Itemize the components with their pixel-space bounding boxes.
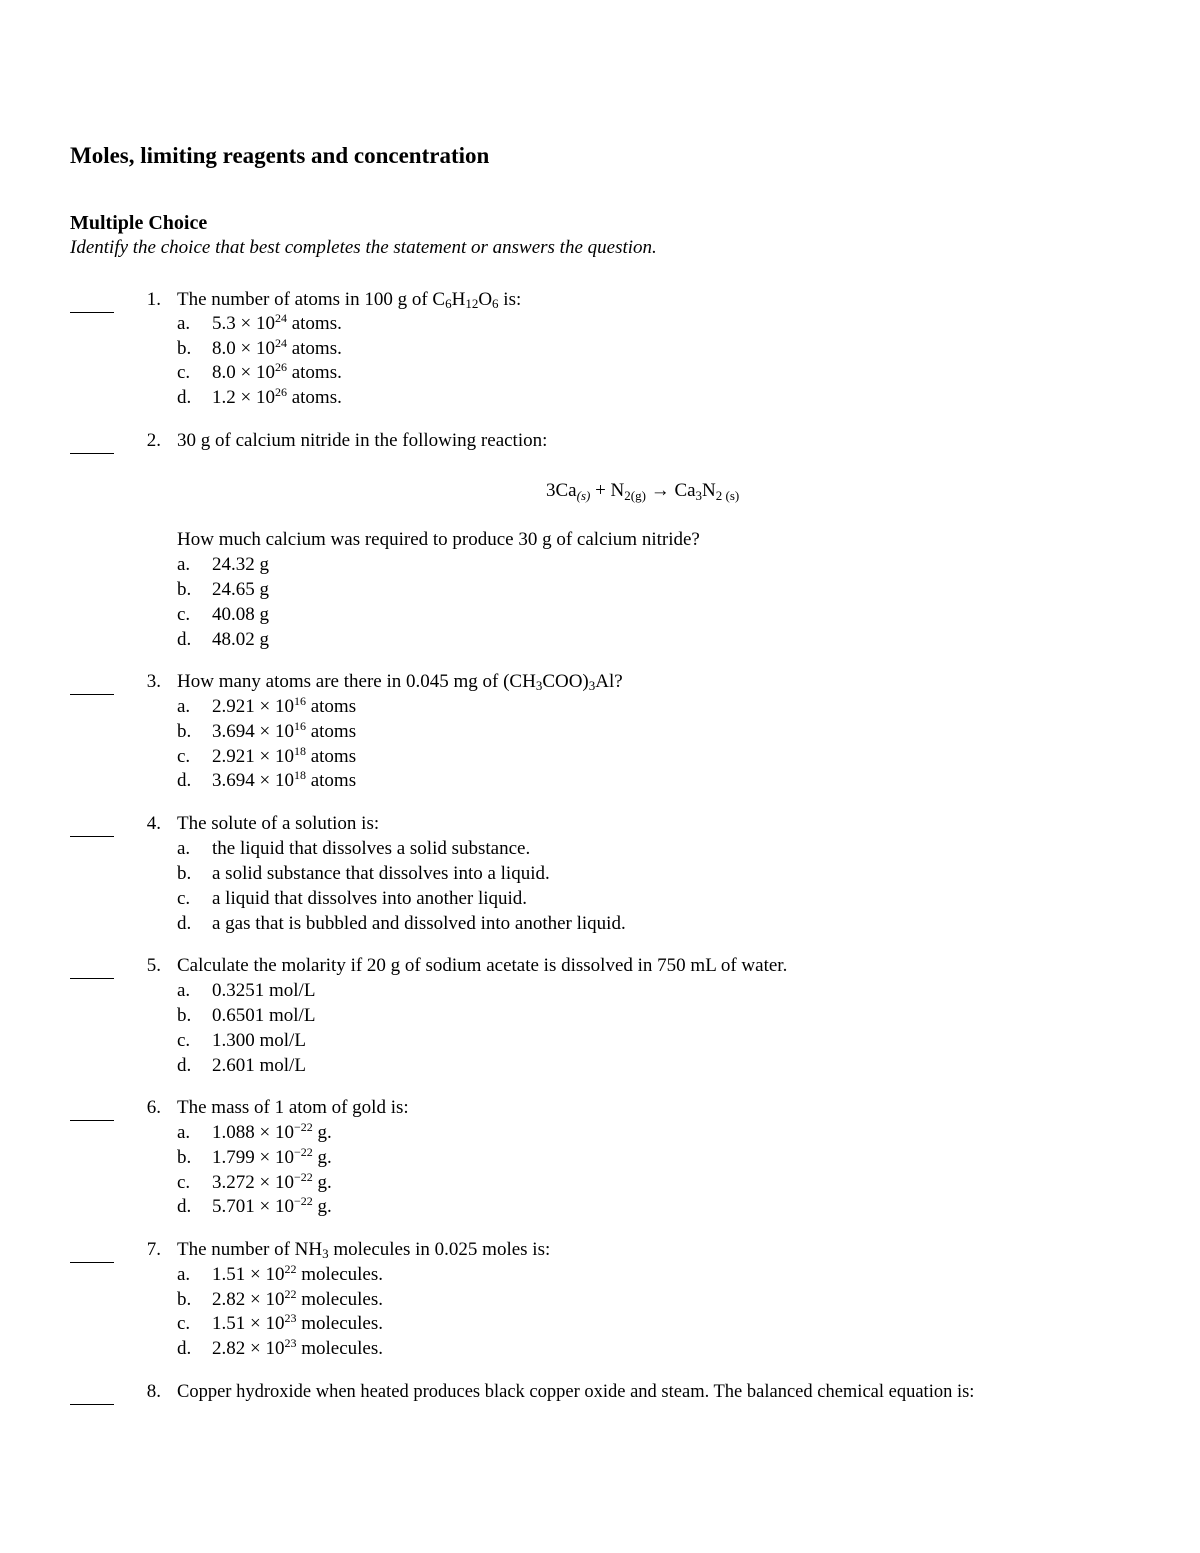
question-number: 3. xyxy=(146,671,161,692)
choice-text: the liquid that dissolves a solid substance. xyxy=(212,838,531,859)
answer-blank-8[interactable] xyxy=(70,1404,114,1405)
choice-text: $2.82 \times 10^{23}$ molecules. xyxy=(212,1336,383,1359)
choice-text: a gas that is bubbled and dissolved into another liquid. xyxy=(212,913,626,934)
choice-letter: b. xyxy=(177,1147,192,1168)
choice-letter: a. xyxy=(177,696,191,717)
question-stem: How many atoms are there in 0.045 mg of $(CH_3COO)_3Al$? xyxy=(177,671,623,693)
choice-text: $1.51 \times 10^{23}$ molecules. xyxy=(212,1311,383,1334)
question-stem: The mass of 1 atom of gold is: xyxy=(177,1097,409,1118)
question-number: 7. xyxy=(146,1239,161,1260)
question-stem: Copper hydroxide when heated produces black copper oxide and steam. The balanced chemical equation is: xyxy=(177,1382,975,1402)
choice-letter: c. xyxy=(177,746,191,767)
choice-text: 1.300 mol/L xyxy=(212,1030,306,1051)
choice-letter: c. xyxy=(177,1030,191,1051)
choice-text: $1.799 \times 10^{-22}$ g. xyxy=(212,1145,332,1168)
choice-text: 24.32 g xyxy=(212,554,269,575)
choice-letter: d. xyxy=(177,629,192,650)
question-stem: The solute of a solution is: xyxy=(177,813,380,834)
choice-letter: a. xyxy=(177,838,191,859)
answer-blank-4[interactable] xyxy=(70,836,114,837)
choice-text: $5.701 \times 10^{-22}$ g. xyxy=(212,1194,332,1217)
choice-letter: b. xyxy=(177,863,192,884)
choice-text: 0.6501 mol/L xyxy=(212,1005,316,1026)
choice-letter: b. xyxy=(177,338,192,359)
question-number: 4. xyxy=(146,813,161,834)
choice-letter: a. xyxy=(177,313,191,334)
choice-letter: d. xyxy=(177,1055,192,1076)
question-stem: 30 g of calcium nitride in the following reaction: xyxy=(177,430,548,451)
choice-letter: b. xyxy=(177,721,192,742)
choice-text: $8.0 \times 10^{26}$ atoms. xyxy=(212,360,342,383)
question-stem: The number of atoms in 100 g of $C_6H_{12}O_6$ is: xyxy=(177,289,522,311)
question-number: 6. xyxy=(146,1097,161,1118)
choice-letter: d. xyxy=(177,1338,192,1359)
choice-letter: d. xyxy=(177,1196,192,1217)
choice-text: $1.088 \times 10^{-22}$ g. xyxy=(212,1120,332,1143)
question-substem: How much calcium was required to produce 30 g of calcium nitride? xyxy=(177,529,700,550)
choice-letter: c. xyxy=(177,362,191,383)
question-stem: Calculate the molarity if 20 g of sodium acetate is dissolved in 750 mL of water. xyxy=(177,955,788,976)
question-number: 1. xyxy=(146,289,161,310)
answer-blank-2[interactable] xyxy=(70,453,114,454)
choice-text: $2.82 \times 10^{22}$ molecules. xyxy=(212,1287,383,1310)
choice-letter: a. xyxy=(177,1122,191,1143)
choice-text: $3.272 \times 10^{-22}$ g. xyxy=(212,1170,332,1193)
choice-text: 40.08 g xyxy=(212,604,269,625)
choice-letter: a. xyxy=(177,980,191,1001)
choice-text: 2.601 mol/L xyxy=(212,1055,306,1076)
choice-text: $8.0 \times 10^{24}$ atoms. xyxy=(212,336,342,359)
choice-letter: c. xyxy=(177,1313,191,1334)
choice-letter: b. xyxy=(177,1005,192,1026)
page-title: Moles, limiting reagents and concentration xyxy=(70,143,490,168)
choice-text: a liquid that dissolves into another liquid. xyxy=(212,888,528,909)
choice-text: $3.694 \times 10^{16}$ atoms xyxy=(212,719,357,742)
answer-blank-7[interactable] xyxy=(70,1262,114,1263)
answer-blank-5[interactable] xyxy=(70,978,114,979)
choice-letter: a. xyxy=(177,554,191,575)
choice-text: $2.921 \times 10^{16}$ atoms xyxy=(212,694,357,717)
question-stem: The number of $NH_3$ molecules in 0.025 moles is: xyxy=(177,1239,551,1261)
choice-text: 24.65 g xyxy=(212,579,269,600)
answer-blank-6[interactable] xyxy=(70,1120,114,1121)
choice-text: $2.921 \times 10^{18}$ atoms xyxy=(212,744,357,767)
reaction-equation: $3Ca_{(s)} + N_{2(g)} \to Ca_3N_{2 (s)}$ xyxy=(546,480,740,503)
choice-text: 0.3251 mol/L xyxy=(212,980,316,1001)
answer-blank-1[interactable] xyxy=(70,312,114,313)
choice-text: $1.2 \times 10^{26}$ atoms. xyxy=(212,385,342,408)
answer-blank-3[interactable] xyxy=(70,694,114,695)
choice-text: $5.3 \times 10^{24}$ atoms. xyxy=(212,311,342,334)
choice-text: $3.694 \times 10^{18}$ atoms xyxy=(212,768,357,791)
choice-letter: c. xyxy=(177,888,191,909)
choice-text: $1.51 \times 10^{22}$ molecules. xyxy=(212,1262,383,1285)
choice-text: 48.02 g xyxy=(212,629,269,650)
choice-letter: d. xyxy=(177,387,192,408)
choice-text: a solid substance that dissolves into a liquid. xyxy=(212,863,550,884)
choice-letter: c. xyxy=(177,604,191,625)
choice-letter: b. xyxy=(177,579,192,600)
question-number: 2. xyxy=(146,430,161,451)
choice-letter: d. xyxy=(177,913,192,934)
choice-letter: a. xyxy=(177,1264,191,1285)
question-number: 5. xyxy=(146,955,161,976)
section-instructions: Identify the choice that best completes the statement or answers the question. xyxy=(70,237,657,258)
section-heading: Multiple Choice xyxy=(70,212,208,234)
choice-letter: c. xyxy=(177,1172,191,1193)
choice-letter: b. xyxy=(177,1289,192,1310)
choice-letter: d. xyxy=(177,770,192,791)
question-number: 8. xyxy=(146,1381,161,1402)
